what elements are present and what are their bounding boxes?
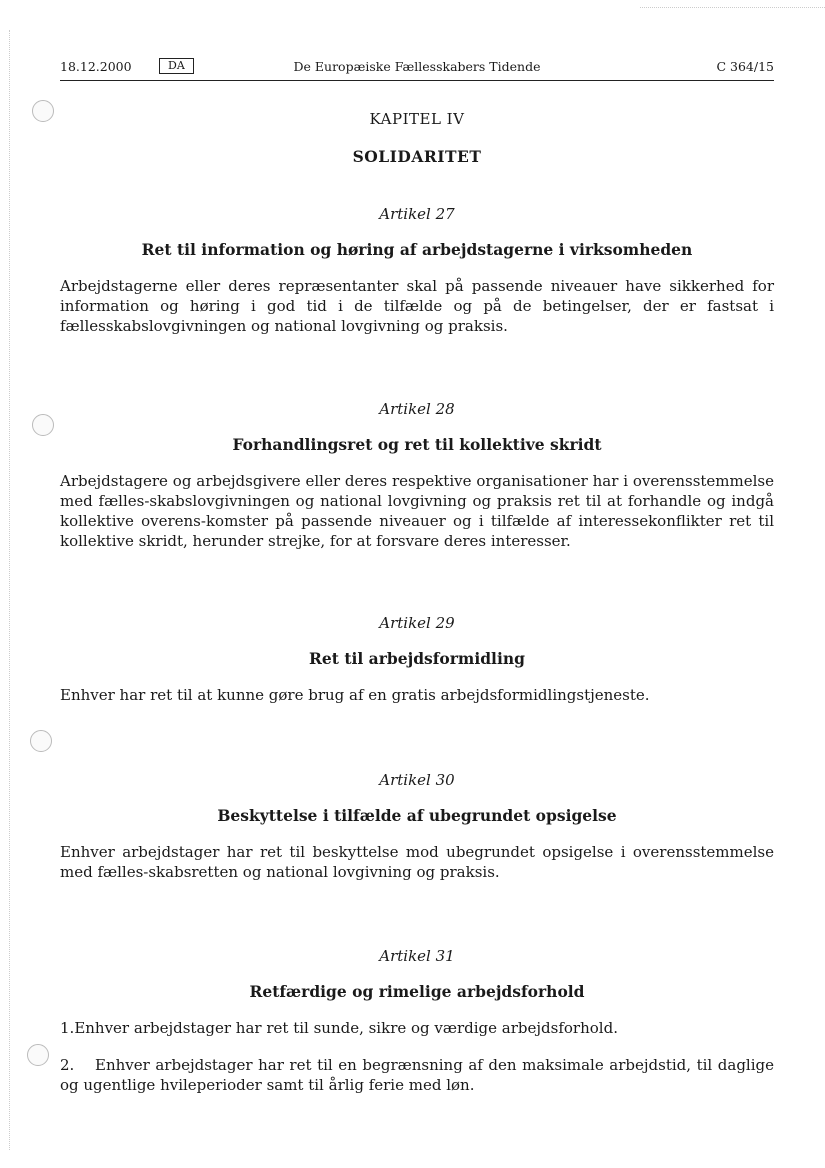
article-body (60, 276, 774, 336)
article-30 (60, 771, 774, 882)
article-number: Artikel 31 (379, 947, 455, 965)
paragraph-number: 2. (60, 1056, 75, 1074)
journal-title: De Europæiske Fællesskabers Tidende (293, 59, 541, 74)
article-27 (60, 205, 774, 336)
punch-hole-icon (32, 414, 54, 436)
paragraph-text: Enhver arbejdstager har ret til en begrænsning af den maksimale arbejdstid, til daglige og ugentlige hvileperioder samt til årlig ferie med løn. (60, 1056, 774, 1094)
scan-margin-line (9, 30, 10, 1150)
article-body (60, 685, 774, 705)
chapter-title: SOLIDARITET (352, 147, 482, 166)
article-title: Beskyttelse i tilfælde af ubegrundet opsigelse (217, 806, 617, 825)
article-number: Artikel 30 (379, 771, 455, 789)
article-paragraph: Enhver har ret til at kunne gøre brug af en gratis arbejdsformidlingstjeneste. (60, 686, 650, 704)
article-28 (60, 400, 774, 551)
article-body (60, 1018, 774, 1095)
article-number: Artikel 28 (379, 400, 455, 418)
article-body (60, 842, 774, 882)
article-body (60, 471, 774, 551)
article-title: Ret til information og høring af arbejdstagerne i virksomheden (141, 240, 693, 259)
page-header (60, 56, 774, 81)
article-29 (60, 614, 774, 705)
article-number: Artikel 27 (379, 205, 455, 223)
numbered-paragraph (60, 1055, 774, 1095)
article-paragraph: Arbejdstagere og arbejdsgivere eller deres respektive organisationer har i overensstemmelse med fælles-skabslovgivningen og national lovgivning og praksis ret til at forhandle og indgå kollektive overens-komster på passende niveauer og i tilfælde af interessekonflikter ret til kollektive skridt, herunder strejke, for at forsvare deres interesser. (60, 472, 774, 550)
language-badge: DA (159, 58, 194, 74)
punch-hole-icon (30, 730, 52, 752)
header-date: 18.12.2000 (60, 59, 132, 74)
paragraph-number: 1. (60, 1019, 75, 1037)
article-paragraph: Arbejdstagerne eller deres repræsentanter skal på passende niveauer have sikkerhed for information og høring i god tid i de tilfælde og på de betingelser, der er fastsat i fællesskabslovgivningen og national lovgivning og praksis. (60, 277, 774, 335)
punch-hole-icon (27, 1044, 49, 1066)
chapter-label: KAPITEL IV (369, 110, 465, 128)
paragraph-text: Enhver arbejdstager har ret til sunde, sikre og værdige arbejdsforhold. (74, 1019, 618, 1037)
page-reference: C 364/15 (716, 59, 774, 74)
article-title: Ret til arbejdsformidling (309, 649, 525, 668)
article-title: Retfærdige og rimelige arbejdsforhold (249, 982, 585, 1001)
punch-hole-icon (32, 100, 54, 122)
article-title: Forhandlingsret og ret til kollektive skridt (232, 435, 602, 454)
numbered-paragraph (60, 1018, 774, 1038)
article-paragraph: Enhver arbejdstager har ret til beskyttelse mod ubegrundet opsigelse i overensstemmelse med fælles-skabsretten og national lovgivning og praksis. (60, 843, 774, 881)
article-31 (60, 947, 774, 1095)
scan-edge-line (640, 7, 825, 8)
article-number: Artikel 29 (379, 614, 455, 632)
